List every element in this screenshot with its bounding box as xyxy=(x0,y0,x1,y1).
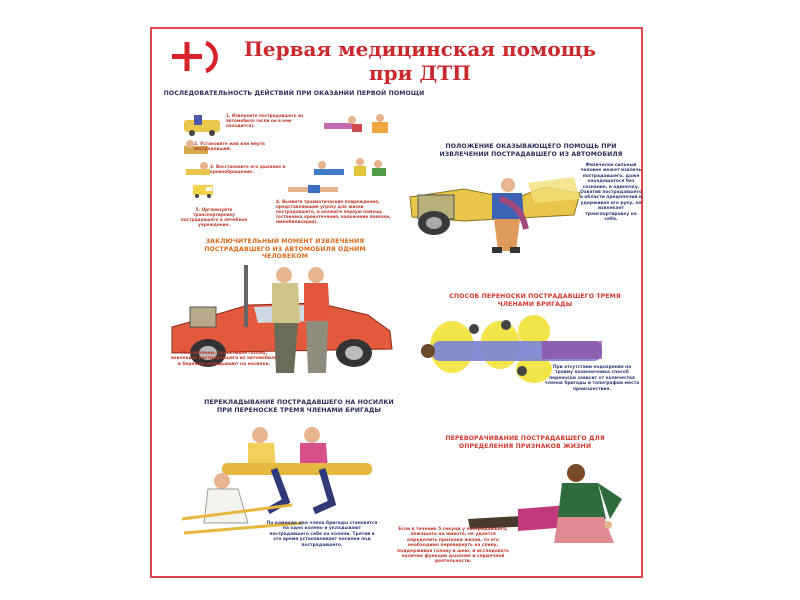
step4-illustration xyxy=(286,181,346,195)
stretcher-note: По команде два члена бригады становятся на одно колено и укладывают пострадавшего себе на колени. Третий в это время устанавливает носилки под пострадавшего. xyxy=(266,521,378,548)
step3c-illustration xyxy=(350,157,390,179)
sequence-heading: ПОСЛЕДОВАТЕЛЬНОСТЬ ДЕЙСТВИЙ ПРИ ОКАЗАНИИ ПЕРВОЙ ПОМОЩИ xyxy=(163,90,425,97)
step1c-illustration xyxy=(366,113,398,135)
ambulance-illustration xyxy=(192,181,216,199)
position-note: Физически сильный человек может извлечь пострадавшего, даже находящегося без сознания, в одиночку. Охватив пострадавшего в области предплечий и удерживая его руку, он извлекает транспортировку на себя. xyxy=(579,163,643,223)
position-illustration xyxy=(404,159,584,259)
stretcher-heading: ПЕРЕКЛАДЫВАНИЕ ПОСТРАДАВШЕГО НА НОСИЛКИ ПРИ ПЕРЕНОСКЕ ТРЕМЯ ЧЛЕНАМИ БРИГАДЫ xyxy=(204,399,394,414)
poster xyxy=(150,27,643,578)
step-5: 5. Организуйте транспортировку пострадавшего в лечебное учреждение. xyxy=(180,207,248,227)
final-heading: ЗАКЛЮЧИТЕЛЬНЫЙ МОМЕНТ ИЗВЛЕЧЕНИЯ ПОСТРАДАВШЕГО ИЗ АВТОМОБИЛЯ ОДНИМ ЧЕЛОВЕКОМ xyxy=(204,238,366,260)
step-3: 3. Восстановите его дыхание и кровообращение. xyxy=(210,164,286,174)
step1-illustration xyxy=(182,113,226,135)
step1b-illustration xyxy=(322,113,366,135)
title-line-1: Первая медицинская помощь xyxy=(244,37,596,61)
step-4: 4. Выявите травматические повреждения, представляющие угрозу для жизни пострадавшего, и окажите первую помощь (остановка кровотечения, наложение повязки, иммобилизация). xyxy=(276,199,391,224)
turn-note: Если в течение 5 секунд у пострадавшего, лежащего на животе, не удается определить признаки жизни, то его необходимо перевернуть на спину, поддерживая голову и шею, и исследовать наличие функции дыхания и сердечной деятельности. xyxy=(397,527,509,565)
carry-heading: СПОСОБ ПЕРЕНОСКИ ПОСТРАДАВШЕГО ТРЕМЯ ЧЛЕНАМИ БРИГАДЫ xyxy=(449,293,621,308)
step-1: 1. Извлеките пострадавшего из автомобиля (если он в нем находится). xyxy=(226,113,304,128)
turn-heading: ПЕРЕВОРАЧИВАНИЕ ПОСТРАДАВШЕГО ДЛЯ ОПРЕДЕЛЕНИЯ ПРИЗНАКОВ ЖИЗНИ xyxy=(445,435,605,450)
final-note: Расслаблены, захватывая голову, извлеките пострадавшего из автомобиля и бережно укладывают на носилки. xyxy=(170,351,278,367)
title-line-2: при ДТП xyxy=(369,61,471,85)
position-heading: ПОЛОЖЕНИЕ ОКАЗЫВАЮЩЕГО ПОМОЩЬ ПРИ ИЗВЛЕЧЕНИИ ПОСТРАДАВШЕГО ИЗ АВТОМОБИЛЯ xyxy=(439,143,623,158)
red-cross-icon xyxy=(172,41,228,73)
step-2: 2. Установите жив или мертв пострадавший. xyxy=(194,141,265,151)
carry-note: При отсутствии подозрения на травму позвоночника способ переноски зависит от количества членов бригады и топографии места происшествия. xyxy=(544,365,640,392)
step3b-illustration xyxy=(312,157,348,179)
page-title xyxy=(230,37,610,85)
